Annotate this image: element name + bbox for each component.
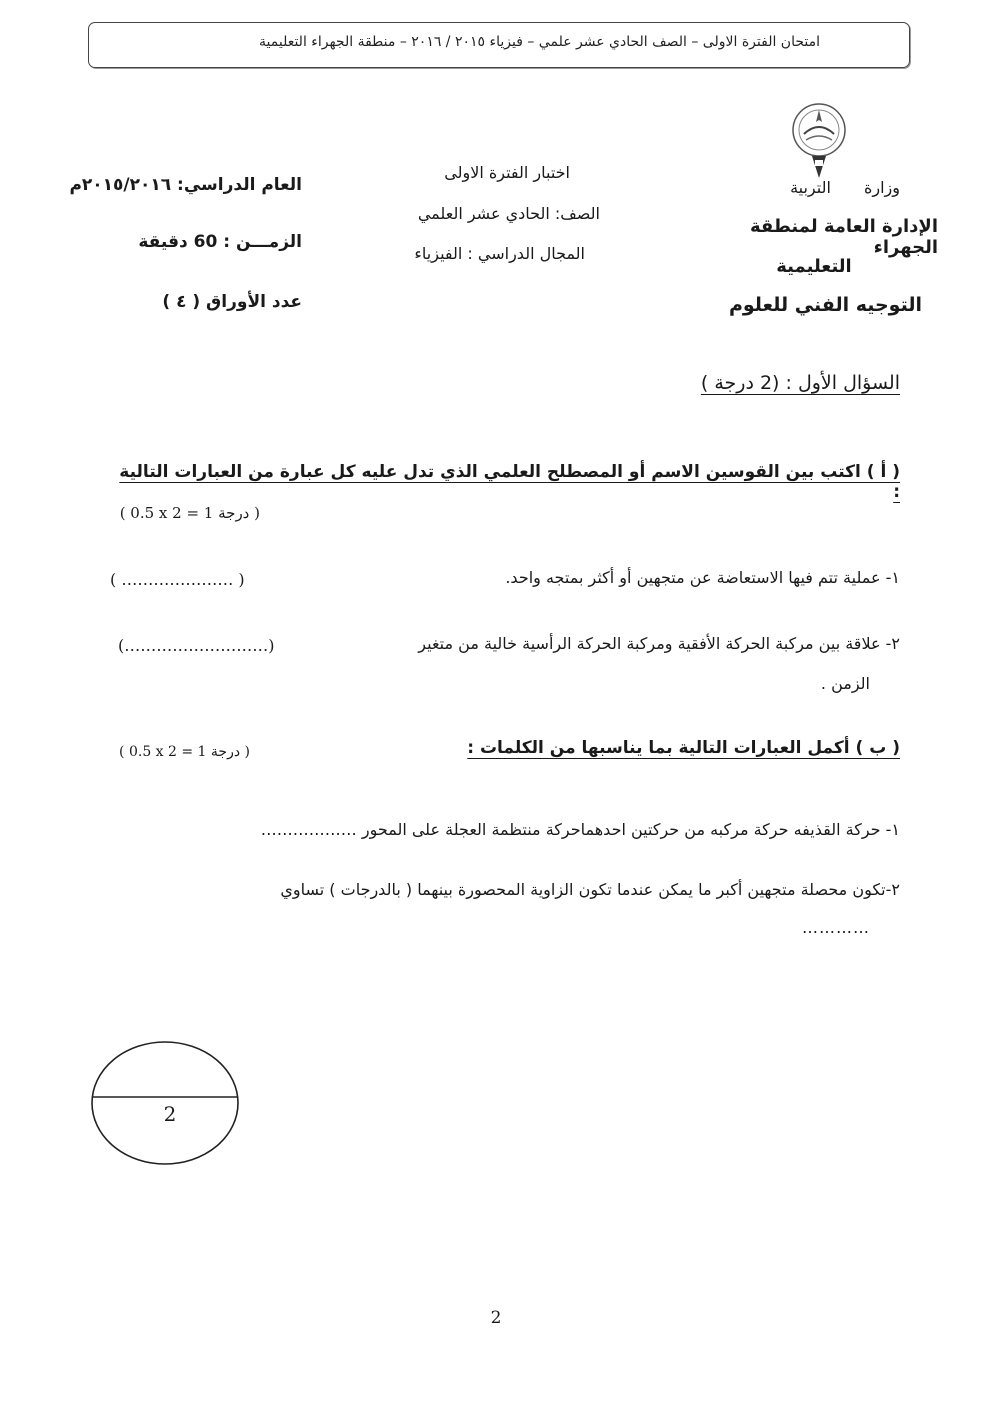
directorate-line-2: التعليمية	[776, 256, 852, 277]
exam-subject: المجال الدراسي : الفيزياء	[414, 244, 585, 263]
part-b-marks: ( 0.5 x 2 = 1 درجة )	[119, 744, 250, 760]
part-a-item-1-blank[interactable]: ( ………………… )	[110, 570, 245, 589]
science-supervision: التوجيه الفني للعلوم	[728, 294, 922, 316]
part-a-item-2-blank[interactable]: (………………………)	[118, 636, 275, 655]
part-b-item-2: ٢-تكون محصلة متجهين أكبر ما يمكن عندما تكون الزاوية المحصورة بينهما ( بالدرجات ) تساوي	[280, 880, 900, 899]
exam-grade: الصف: الحادي عشر العلمي	[417, 204, 600, 223]
page-number: 2	[490, 1308, 502, 1328]
score-circle-value: 2	[163, 1102, 177, 1126]
part-a-item-1: ١- عملية تتم فيها الاستعاضة عن متجهين أو أكثر بمتجه واحد.	[505, 568, 900, 587]
part-b-item-1: ١- حركة القذيفه حركة مركبه من حركتين احدهماحركة منتظمة العجلة على المحور ………………	[260, 820, 900, 839]
part-b-item-2-blank[interactable]: …………	[802, 918, 870, 937]
header-banner-text: امتحان الفترة الاولى – الصف الحادي عشر علمي – فيزياء ٢٠١٥ / ٢٠١٦ – منطقة الجهراء التعليمية	[259, 34, 820, 50]
question-1-title: السؤال الأول : (2 درجة )	[700, 372, 900, 394]
part-b-heading: ( ب ) أكمل العبارات التالية بما يناسبها من الكلمات :	[467, 738, 900, 758]
state-emblem-icon	[786, 100, 852, 180]
directorate-line-1: الإدارة العامة لمنطقة الجهراء	[750, 216, 938, 258]
ministry-name: وزارة التربية	[790, 178, 900, 197]
part-a-heading: ( أ ) اكتب بين القوسين الاسم أو المصطلح العلمي الذي تدل عليه كل عبارة من العبارات التالية :	[119, 462, 900, 502]
exam-duration: الزمـــن : 60 دقيقة	[138, 232, 302, 252]
part-a-marks: ( 0.5 x 2 = 1 درجة )	[119, 504, 260, 522]
exam-title: اختبار الفترة الاولى	[444, 163, 570, 182]
page-count: عدد الأوراق ( ٤ )	[162, 292, 302, 312]
part-a-item-2-line-1: ٢- علاقة بين مركبة الحركة الأفقية ومركبة الحركة الرأسية خالية من متغير	[418, 634, 900, 653]
part-a-item-2-line-2: الزمن .	[820, 674, 870, 693]
academic-year: العام الدراسي: ٢٠١٥/٢٠١٦م	[69, 175, 302, 195]
